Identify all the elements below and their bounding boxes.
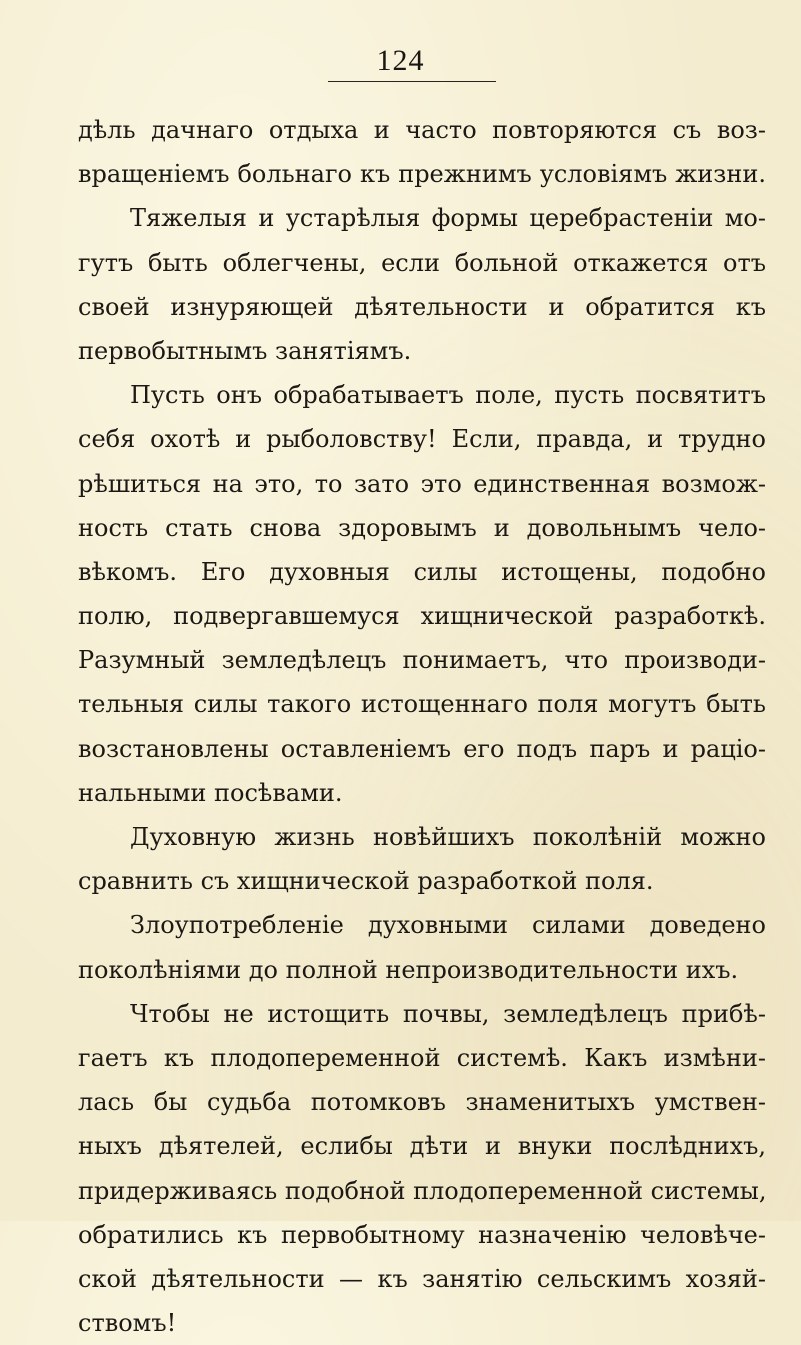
text-line: ской дѣятельности — къ занятію сельскимъ хозяй- (78, 1264, 766, 1293)
body-text (78, 108, 766, 1345)
text-line: лась бы судьба потомковъ знаменитыхъ умствен- (78, 1088, 766, 1117)
text-line: дѣль дачнаго отдыха и часто повторяются съ воз- (78, 116, 766, 144)
text-line: ствомъ! (78, 1309, 177, 1338)
text-line: вращеніемъ больнаго къ прежнимъ условіямъ жизни. (78, 160, 766, 189)
text-line: ныхъ дѣятелей, еслибы дѣти и внуки послѣднихъ, (78, 1132, 766, 1161)
text-line: поколѣніями до полной непроизводительности ихъ. (78, 955, 739, 984)
text-line: Разумный земледѣлецъ понимаетъ, что производи- (78, 646, 766, 675)
text-line: ность стать снова здоровымъ и довольнымъ чело- (78, 513, 766, 542)
text-line: первобытнымъ занятіямъ. (78, 336, 412, 365)
page-number: 124 (376, 44, 425, 77)
text-line: гаетъ къ плодопеременной системѣ. Какъ измѣни- (78, 1043, 766, 1072)
text-line: полю, подвергавшемуся хищнической разработкѣ. (78, 602, 766, 631)
text-line: гутъ быть облегчены, если больной откажется отъ (78, 248, 766, 277)
text-line: своей изнуряющей дѣятельности и обратится къ (78, 292, 766, 321)
text-line: Тяжелыя и устарѣлыя формы церебрастеніи мо- (130, 204, 766, 233)
text-line: Пусть онъ обрабатываетъ поле, пусть посвятитъ (130, 381, 766, 410)
text-line: Злоупотребленіе духовными силами доведено (130, 911, 766, 940)
text-line: Духовную жизнь новѣйшихъ поколѣній можно (130, 823, 766, 851)
text-line: тельныя силы такого истощеннаго поля могутъ быть (78, 690, 766, 719)
text-line: рѣшиться на это, то зато это единственная возмож- (78, 469, 766, 498)
text-line: возстановлены оставленіемъ его подъ паръ и раціо- (78, 734, 766, 763)
text-line: нальными посѣвами. (78, 778, 343, 807)
header-rule (328, 81, 496, 82)
text-line: обратились къ первобытному назначенію человѣче- (78, 1220, 766, 1249)
text-line: Чтобы не истощить почвы, земледѣлецъ прибѣ- (130, 999, 766, 1028)
text-line: придерживаясь подобной плодопеременной системы, (78, 1176, 767, 1205)
text-line: вѣкомъ. Его духовныя силы истощены, подобно (78, 557, 766, 586)
text-line: сравнить съ хищнической разработкой поля. (78, 867, 654, 896)
text-line: себя охотѣ и рыболовству! Если, правда, и трудно (78, 425, 766, 454)
